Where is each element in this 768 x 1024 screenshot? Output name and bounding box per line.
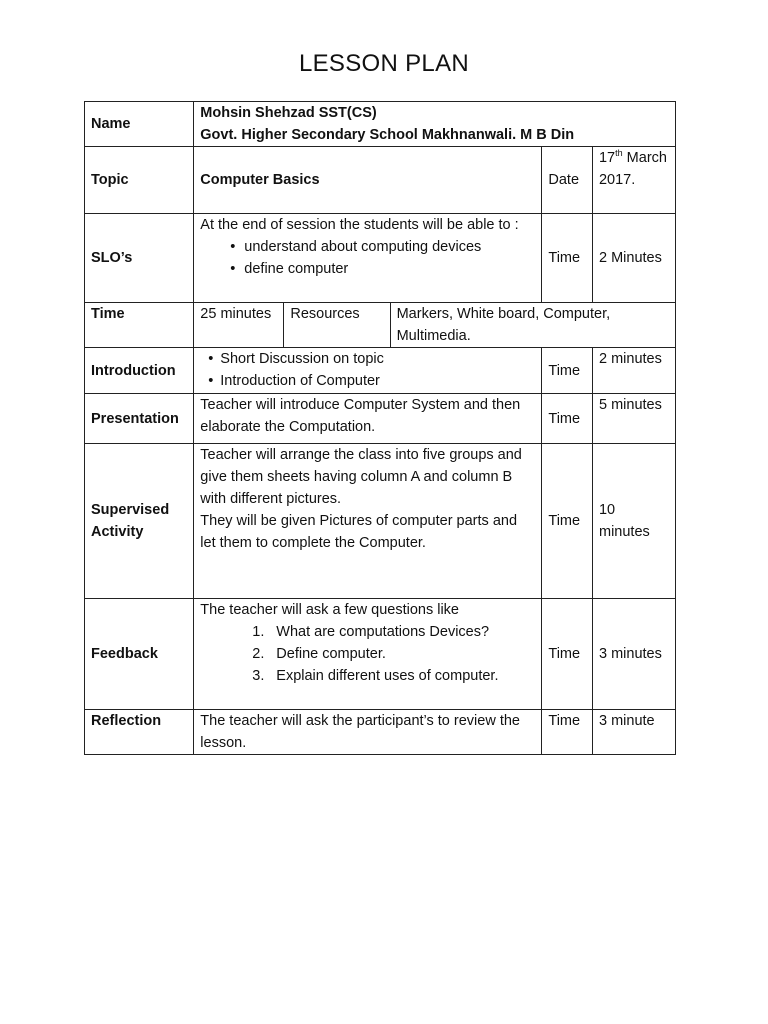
row-time <box>85 303 676 348</box>
supervised-time-label: Time <box>542 444 593 599</box>
slo-time-value: 2 Minutes <box>592 214 675 303</box>
presentation-label: Presentation <box>85 394 194 444</box>
topic-label: Topic <box>85 147 194 214</box>
date-day: 17 <box>598 150 616 166</box>
feedback-time-value: 3 minutes <box>592 599 675 710</box>
time-value: 25 minutes <box>194 303 284 348</box>
topic-value: Computer Basics <box>194 147 542 214</box>
introduction-time-label: Time <box>542 348 593 394</box>
lesson-plan-table <box>84 101 676 755</box>
date-rest: March 2017. <box>598 150 667 188</box>
name-value <box>194 102 676 147</box>
list-item: • understand about computing devices <box>200 236 535 258</box>
list-item: Explain different uses of computer. <box>276 668 499 684</box>
list-item: Define computer. <box>276 646 386 662</box>
feedback-label: Feedback <box>85 599 194 710</box>
time-label: Time <box>85 303 194 348</box>
presentation-text: Teacher will introduce Computer System and then elaborate the Computation. <box>194 394 542 444</box>
supervised-content <box>194 444 542 599</box>
row-supervised-activity <box>85 444 676 599</box>
row-feedback <box>85 599 676 710</box>
page-title: LESSON PLAN <box>298 50 470 77</box>
introduction-list <box>200 348 535 392</box>
supervised-text-1: Teacher will arrange the class into five groups and give them sheets having column A and column B with different pictures. <box>200 447 522 507</box>
slo-label: SLO’s <box>85 214 194 303</box>
resources-label: Resources <box>284 303 390 348</box>
list-item: • define computer <box>200 258 535 280</box>
row-slo <box>85 214 676 303</box>
feedback-content <box>194 599 542 710</box>
supervised-time-value: 10 minutes <box>592 444 675 599</box>
list-item: • Short Discussion on topic <box>200 348 535 370</box>
supervised-text-2: They will be given Pictures of computer parts and let them to complete the Computer. <box>200 513 518 551</box>
presentation-time-label: Time <box>542 394 593 444</box>
introduction-label: Introduction <box>85 348 194 394</box>
row-introduction <box>85 348 676 394</box>
row-presentation <box>85 394 676 444</box>
row-reflection <box>85 710 676 755</box>
date-suffix: th <box>615 148 623 158</box>
date-value <box>592 147 675 214</box>
list-item: • Introduction of Computer <box>200 370 535 392</box>
introduction-content <box>194 348 542 394</box>
presentation-time-value: 5 minutes <box>592 394 675 444</box>
supervised-label: Supervised Activity <box>85 444 194 599</box>
slo-list <box>200 236 535 280</box>
list-item: What are computations Devices? <box>276 624 490 640</box>
introduction-time-value: 2 minutes <box>592 348 675 394</box>
teacher-name: Mohsin Shehzad SST(CS) <box>200 105 377 121</box>
feedback-intro: The teacher will ask a few questions like <box>200 602 459 618</box>
reflection-text: The teacher will ask the participant’s to review the lesson. <box>194 710 542 755</box>
reflection-label: Reflection <box>85 710 194 755</box>
feedback-time-label: Time <box>542 599 593 710</box>
slo-time-label: Time <box>542 214 593 303</box>
name-label: Name <box>85 102 194 147</box>
reflection-time-value: 3 minute <box>592 710 675 755</box>
reflection-time-label: Time <box>542 710 593 755</box>
feedback-questions <box>200 621 535 687</box>
resources-value: Markers, White board, Computer, Multimedia. <box>390 303 675 348</box>
slo-content <box>194 214 542 303</box>
row-name <box>85 102 676 147</box>
row-topic <box>85 147 676 214</box>
school-name: Govt. Higher Secondary School Makhnanwali. M B Din <box>200 127 575 143</box>
date-label: Date <box>542 147 593 214</box>
slo-intro: At the end of session the students will be able to : <box>200 217 519 233</box>
